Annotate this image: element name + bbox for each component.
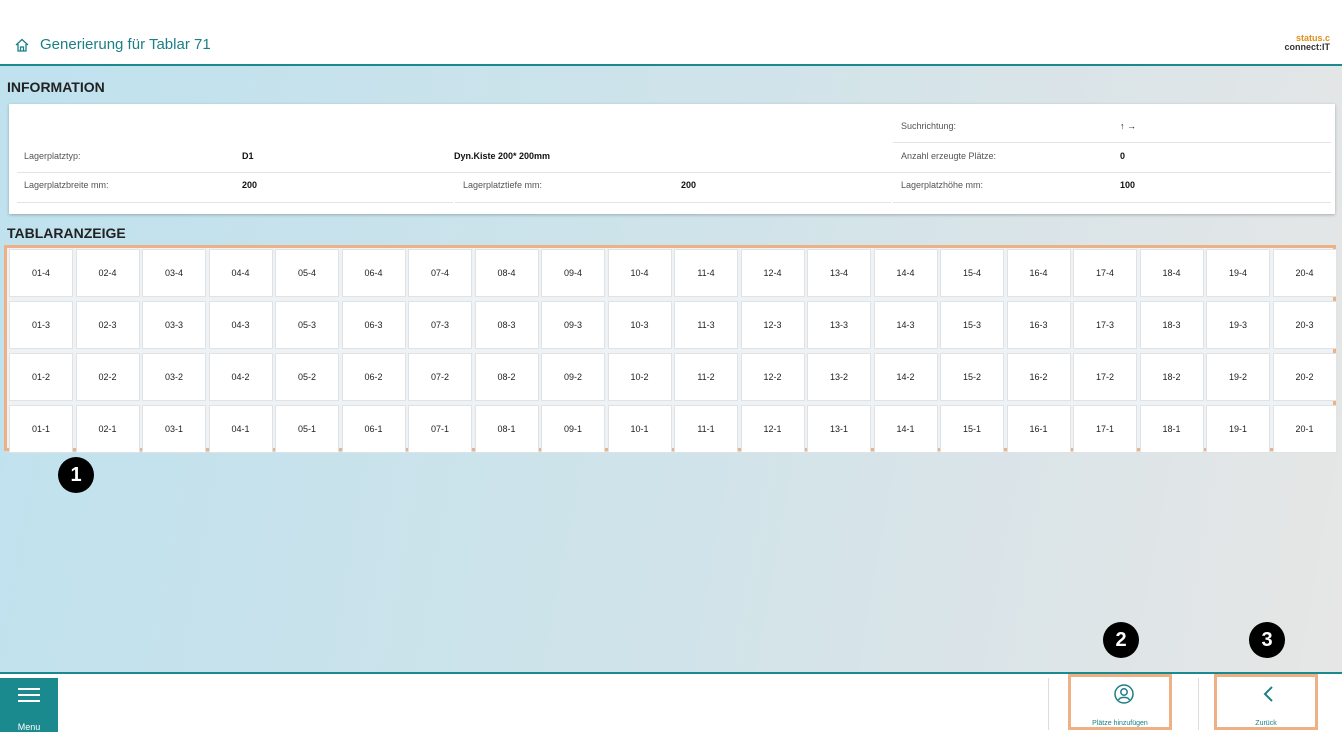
lagerplatztyp-label: Lagerplatztyp:	[24, 151, 81, 161]
storage-slot[interactable]: 03-1	[142, 405, 206, 453]
storage-slot[interactable]: 12-3	[741, 301, 805, 349]
storage-slot[interactable]: 09-1	[541, 405, 605, 453]
toolbar-divider	[1198, 678, 1199, 730]
storage-slot[interactable]: 20-1	[1273, 405, 1337, 453]
back-button[interactable]	[1214, 674, 1318, 730]
storage-slot[interactable]: 17-1	[1073, 405, 1137, 453]
storage-slot[interactable]: 13-3	[807, 301, 871, 349]
storage-slot[interactable]: 20-2	[1273, 353, 1337, 401]
hoehe-label: Lagerplatzhöhe mm:	[901, 180, 984, 190]
add-places-button[interactable]	[1068, 674, 1172, 730]
storage-slot[interactable]: 19-4	[1206, 249, 1270, 297]
hamburger-icon-bar	[18, 700, 40, 702]
storage-slot[interactable]: 11-3	[674, 301, 738, 349]
callout-badge-3: 3	[1249, 622, 1285, 658]
storage-slot[interactable]: 20-4	[1273, 249, 1337, 297]
storage-slot[interactable]: 12-4	[741, 249, 805, 297]
storage-slot[interactable]: 01-2	[9, 353, 73, 401]
storage-slot[interactable]: 09-4	[541, 249, 605, 297]
breite-label: Lagerplatzbreite mm:	[24, 180, 109, 190]
storage-slot[interactable]: 08-1	[475, 405, 539, 453]
storage-slot[interactable]: 03-2	[142, 353, 206, 401]
storage-slot[interactable]: 17-4	[1073, 249, 1137, 297]
storage-slot[interactable]: 13-1	[807, 405, 871, 453]
storage-slot[interactable]: 14-2	[874, 353, 938, 401]
row-divider	[893, 142, 1331, 143]
storage-slot[interactable]: 18-3	[1140, 301, 1204, 349]
storage-slot[interactable]: 04-4	[209, 249, 273, 297]
storage-slot[interactable]: 02-1	[76, 405, 140, 453]
company-logo	[1284, 34, 1330, 52]
storage-slot[interactable]: 05-2	[275, 353, 339, 401]
storage-slot[interactable]: 10-4	[608, 249, 672, 297]
storage-slot[interactable]: 01-3	[9, 301, 73, 349]
storage-slot[interactable]: 04-1	[209, 405, 273, 453]
add-places-label: Plätze hinzufügen	[1092, 720, 1148, 727]
tablar-heading: TABLARANZEIGE	[7, 225, 126, 241]
chevron-left-icon	[1259, 684, 1279, 704]
home-icon[interactable]	[14, 37, 30, 53]
information-heading: INFORMATION	[7, 79, 105, 95]
storage-slot[interactable]: 11-4	[674, 249, 738, 297]
storage-slot[interactable]: 16-3	[1007, 301, 1071, 349]
app-header	[0, 0, 1342, 66]
storage-slot[interactable]: 19-1	[1206, 405, 1270, 453]
storage-slot[interactable]: 15-1	[940, 405, 1004, 453]
storage-slot[interactable]: 06-1	[342, 405, 406, 453]
user-circle-icon	[1113, 683, 1135, 705]
storage-slot[interactable]: 18-2	[1140, 353, 1204, 401]
storage-slot[interactable]: 01-4	[9, 249, 73, 297]
storage-slot[interactable]: 15-3	[940, 301, 1004, 349]
tiefe-value: 200	[681, 180, 697, 190]
storage-slot[interactable]: 14-4	[874, 249, 938, 297]
storage-slot[interactable]: 07-1	[408, 405, 472, 453]
storage-slot[interactable]: 12-2	[741, 353, 805, 401]
storage-slot[interactable]: 07-3	[408, 301, 472, 349]
logo-line-1: status.c	[1295, 33, 1330, 43]
storage-slot[interactable]: 15-4	[940, 249, 1004, 297]
storage-slot[interactable]: 04-2	[209, 353, 273, 401]
footer-toolbar	[0, 672, 1342, 752]
storage-slot[interactable]: 11-2	[674, 353, 738, 401]
hamburger-icon	[18, 688, 40, 690]
storage-slot[interactable]: 19-2	[1206, 353, 1270, 401]
suchrichtung-value: ↑ →	[1120, 121, 1137, 131]
back-label: Zurück	[1255, 720, 1277, 727]
storage-slot[interactable]: 15-2	[940, 353, 1004, 401]
storage-slot[interactable]: 09-2	[541, 353, 605, 401]
callout-badge-1: 1	[58, 457, 94, 493]
storage-slot[interactable]: 07-4	[408, 249, 472, 297]
callout-badge-2: 2	[1103, 622, 1139, 658]
storage-slot[interactable]: 02-4	[76, 249, 140, 297]
menu-button[interactable]	[0, 678, 58, 732]
tiefe-label: Lagerplatztiefe mm:	[463, 180, 543, 190]
page-title: Generierung für Tablar 71	[40, 36, 211, 53]
main-content	[0, 66, 1342, 672]
row-divider	[893, 202, 1331, 203]
storage-slot[interactable]: 14-3	[874, 301, 938, 349]
storage-slot[interactable]: 08-4	[475, 249, 539, 297]
breite-value: 200	[242, 180, 258, 190]
storage-slot[interactable]: 18-1	[1140, 405, 1204, 453]
storage-slot[interactable]: 17-2	[1073, 353, 1137, 401]
storage-slot[interactable]: 13-4	[807, 249, 871, 297]
storage-slot[interactable]: 17-3	[1073, 301, 1137, 349]
suchrichtung-label: Suchrichtung:	[901, 121, 957, 131]
storage-slot[interactable]: 10-3	[608, 301, 672, 349]
storage-slot[interactable]: 18-4	[1140, 249, 1204, 297]
storage-slot-grid	[4, 245, 1336, 451]
anzahl-label: Anzahl erzeugte Plätze:	[901, 151, 997, 161]
storage-slot[interactable]: 16-1	[1007, 405, 1071, 453]
storage-slot[interactable]: 06-2	[342, 353, 406, 401]
storage-slot[interactable]: 20-3	[1273, 301, 1337, 349]
row-divider	[17, 202, 453, 203]
storage-slot[interactable]: 06-3	[342, 301, 406, 349]
storage-slot[interactable]: 19-3	[1206, 301, 1270, 349]
storage-slot[interactable]: 14-1	[874, 405, 938, 453]
storage-slot[interactable]: 08-2	[475, 353, 539, 401]
storage-slot[interactable]: 10-1	[608, 405, 672, 453]
menu-label: Menu	[17, 722, 41, 732]
row-divider	[17, 172, 1331, 173]
hamburger-icon-bar	[18, 694, 40, 696]
storage-slot[interactable]: 05-3	[275, 301, 339, 349]
storage-slot[interactable]: 02-3	[76, 301, 140, 349]
storage-slot[interactable]: 07-2	[408, 353, 472, 401]
logo-line-2: connect:IT	[1284, 42, 1330, 52]
storage-slot[interactable]: 04-3	[209, 301, 273, 349]
storage-slot[interactable]: 01-1	[9, 405, 73, 453]
storage-slot[interactable]: 03-4	[142, 249, 206, 297]
lagerplatztyp-description: Dyn.Kiste 200* 200mm	[454, 151, 551, 161]
row-divider	[455, 202, 891, 203]
storage-slot[interactable]: 03-3	[142, 301, 206, 349]
storage-slot[interactable]: 05-1	[275, 405, 339, 453]
storage-slot[interactable]: 16-4	[1007, 249, 1071, 297]
toolbar-divider	[1048, 678, 1049, 730]
lagerplatztyp-value: D1	[242, 151, 254, 161]
storage-slot[interactable]: 12-1	[741, 405, 805, 453]
storage-slot[interactable]: 10-2	[608, 353, 672, 401]
storage-slot[interactable]: 11-1	[674, 405, 738, 453]
storage-slot[interactable]: 02-2	[76, 353, 140, 401]
anzahl-value: 0	[1120, 151, 1126, 161]
information-panel	[9, 104, 1335, 214]
storage-slot[interactable]: 09-3	[541, 301, 605, 349]
storage-slot[interactable]: 16-2	[1007, 353, 1071, 401]
hoehe-value: 100	[1120, 180, 1136, 190]
storage-slot[interactable]: 06-4	[342, 249, 406, 297]
storage-slot[interactable]: 05-4	[275, 249, 339, 297]
storage-slot[interactable]: 13-2	[807, 353, 871, 401]
storage-slot[interactable]: 08-3	[475, 301, 539, 349]
